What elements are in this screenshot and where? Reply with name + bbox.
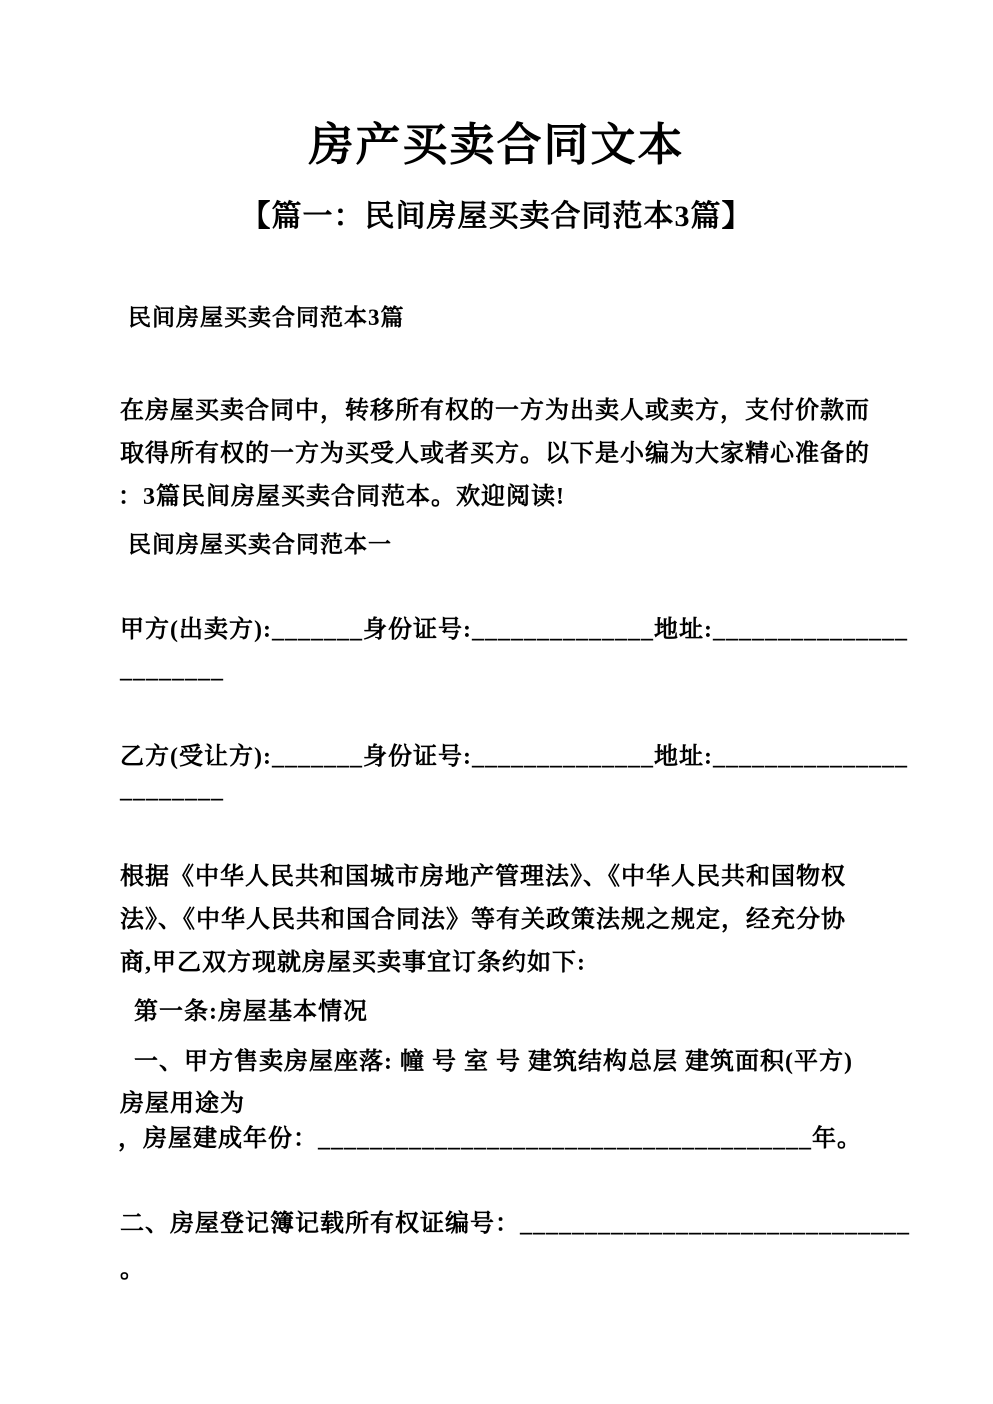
legal-line-1: 根据《中华人民共和国城市房地产管理法》、《中华人民共和国物权	[120, 864, 846, 890]
party-b-continuation: ________	[120, 777, 224, 803]
doc-title: 房产买卖合同文本	[308, 120, 685, 170]
article-1-heading: 第一条:房屋基本情况	[134, 999, 368, 1025]
legal-line-3: 商,甲乙双方现就房屋买卖事宜订条约如下:	[120, 950, 586, 976]
doc-subtitle: 【篇一：民间房屋买卖合同范本3篇】	[240, 200, 753, 233]
party-a-continuation: ________	[120, 657, 224, 683]
section-heading-3pian: 民间房屋买卖合同范本3篇	[128, 305, 405, 330]
clause-2-line: 二、房屋登记簿记载所有权证编号：______________________________	[120, 1211, 910, 1237]
trailing-period: 。	[120, 1257, 145, 1283]
intro-line-2: 取得所有权的一方为买受人或者买方。以下是小编为大家精心准备的	[120, 441, 870, 467]
intro-line-1: 在房屋买卖合同中，转移所有权的一方为出卖人或卖方，支付价款而	[120, 398, 870, 424]
clause-1-line-1: 一、甲方售卖房屋座落: 幢 号 室 号 建筑结构总层 建筑面积(平方)	[134, 1049, 853, 1075]
party-a-line: 甲方(出卖方):_______身份证号:______________地址:_______________	[120, 617, 908, 643]
party-b-line: 乙方(受让方):_______身份证号:______________地址:_______________	[120, 744, 908, 770]
intro-line-3: ：3篇民间房屋买卖合同范本。欢迎阅读!	[118, 484, 565, 510]
clause-1-line-2: 房屋用途为	[120, 1091, 245, 1117]
section-heading-fanben-1: 民间房屋买卖合同范本一	[128, 532, 392, 557]
build-year-line: ，房屋建成年份：______________________________________年。	[118, 1126, 862, 1152]
legal-line-2: 法》、《中华人民共和国合同法》等有关政策法规之规定，经充分协	[120, 907, 846, 933]
